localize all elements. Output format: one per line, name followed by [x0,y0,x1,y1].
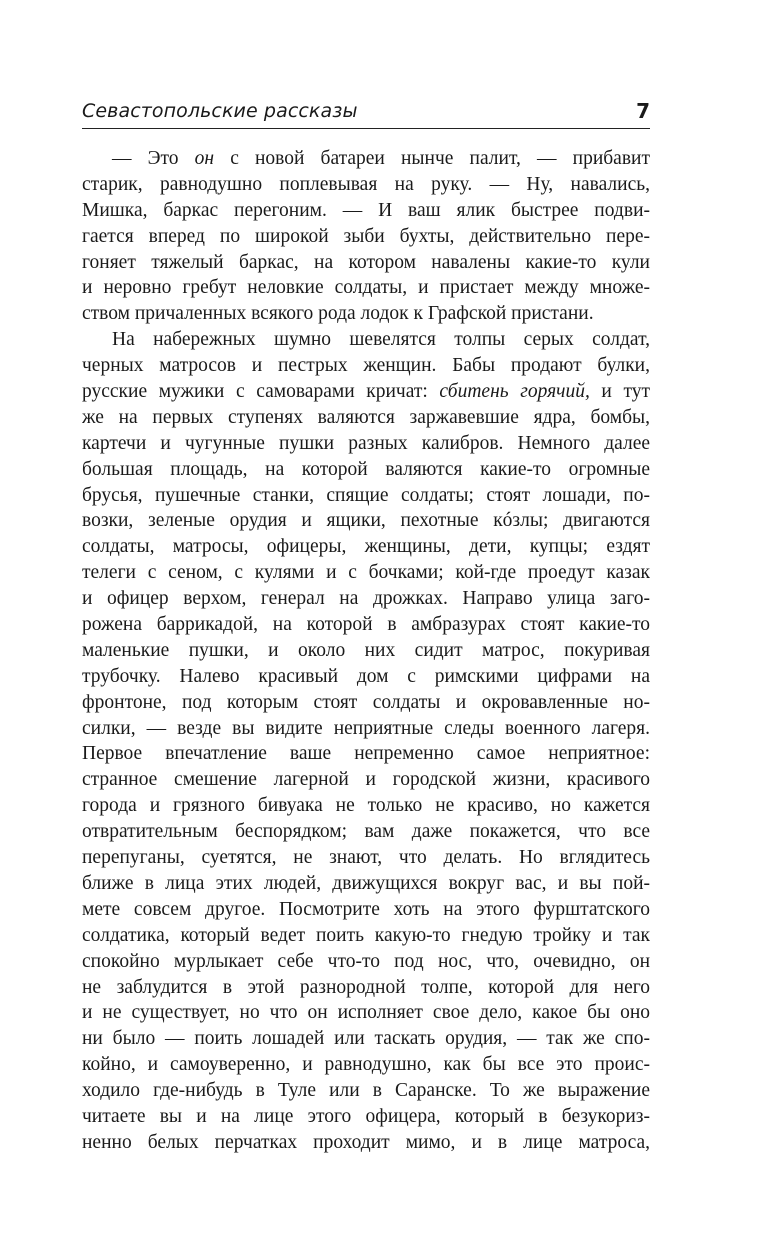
text-fragment: странное смешение лагерной и городской жизни, красивого [82,769,650,791]
text-fragment: рожена баррикадой, на которой в амбразурах стоят какие-то [82,614,650,636]
text-fragment: перепуганы, суетятся, не знают, что делать. Но вглядитесь [82,847,650,869]
text-fragment: гается вперед по широкой зыби бухты, действительно пере- [82,225,650,247]
text-fragment: — Это [112,148,195,169]
text-line [82,275,650,301]
text-fragment: ни было — поить лошадей или таскать орудия, — так же спо- [82,1028,650,1050]
text-fragment: На набережных шумно шевелятся толпы серых солдат, [112,329,650,351]
text-fragment: мете совсем другое. Посмотрите хоть на этого фурштатского [82,898,650,920]
text-line [82,586,650,612]
text-fragment: Первое впечатление ваше непременно самое неприятное: [82,743,650,765]
text-line [82,664,650,690]
text-fragment: маленькие пушки, и около них сидит матрос, покуривая [82,639,650,661]
text-line [82,923,650,949]
text-fragment: трубочку. Налево красивый дом с римскими цифрами на [82,665,650,687]
text-line [82,534,650,560]
text-fragment: койно, и самоуверенно, и равнодушно, как бы все это проис- [82,1054,650,1076]
text-line [82,327,650,353]
text-fragment: картечи и чугунные пушки разных калибров. Немного далее [82,432,650,454]
text-fragment: возки, зеленые орудия и ящики, пехотные кóзлы; двигаются [82,510,650,532]
text-line [82,819,650,845]
text-fragment: ближе в лица этих людей, движущихся вокруг вас, и вы пой- [82,872,650,894]
text-fragment: русские мужики с самоварами кричат: [82,381,440,403]
text-line [82,457,650,483]
text-fragment: спокойно мурлыкает себе что-то под нос, что, очевидно, он [82,950,650,972]
text-fragment: города и грязного бивуака не только не красиво, но кажется [82,795,650,817]
text-line [82,379,650,405]
text-fragment: и тут [589,381,650,403]
text-line [82,871,650,897]
text-line [82,1078,650,1104]
text-line [82,405,650,431]
text-fragment: не заблудится в этой разнородной толпе, которой для него [82,976,650,998]
text-line [82,741,650,767]
text-line [82,897,650,923]
text-fragment: же на первых ступенях валяются заржавевшие ядра, бомбы, [82,406,650,428]
text-line [82,1000,650,1026]
text-line [82,431,650,457]
text-fragment: ством причаленных всякого рода лодок к Графской пристани. [82,303,594,325]
text-fragment: и неровно гребут неловкие солдаты, и пристает между множе- [82,277,650,299]
text-line [82,793,650,819]
page-number: 7 [636,99,650,123]
text-fragment: большая площадь, на которой валяются какие-то огромные [82,458,650,480]
text-fragment: солдаты, матросы, офицеры, женщины, дети, купцы; ездят [82,536,650,558]
text-fragment: черных матросов и пестрых женщин. Бабы продают булки, [82,355,650,377]
text-fragment: ходило где-нибудь в Туле или в Саранске. То же выражение [82,1080,650,1102]
text-line [82,353,650,379]
body-text [82,146,650,1156]
text-line [82,638,650,664]
text-fragment: читаете вы и на лице этого офицера, который в безукориз- [82,1105,650,1127]
running-title: Севастопольские рассказы [82,100,358,122]
text-line [82,1130,650,1156]
text-fragment: Мишка, баркас перегоним. — И ваш ялик быстрее подви- [82,199,650,221]
text-fragment: силки, — везде вы видите неприятные следы военного лагеря. [82,717,650,739]
text-line [82,250,650,276]
text-fragment: ненно белых перчатках проходит мимо, и в лице матроса, [82,1131,650,1153]
text-fragment: брусья, пушечные станки, спящие солдаты; стоят лошади, по- [82,484,650,506]
text-fragment: и офицер верхом, генерал на дрожках. Направо улица заго- [82,588,650,610]
italic-phrase: он [194,148,215,169]
text-fragment: с новой батареи нынче палит, — прибавит [214,148,650,169]
text-line [82,560,650,586]
text-line [82,172,650,198]
text-fragment: и не существует, но что он исполняет свое дело, какое бы оно [82,1002,650,1024]
text-line [82,1052,650,1078]
text-line [82,483,650,509]
text-line [82,716,650,742]
text-line [82,612,650,638]
text-fragment: старик, равнодушно поплевывая на руку. — Ну, навались, [82,173,650,195]
text-fragment: фронтоне, под которым стоят солдаты и окровавленные но- [82,691,650,713]
text-fragment: гоняет тяжелый баркас, на котором навалены какие-то кули [82,251,650,273]
text-line [82,767,650,793]
text-line [82,845,650,871]
text-line [82,975,650,1001]
text-line [82,508,650,534]
italic-phrase: сбитень горячий, [439,381,590,403]
text-fragment: отвратительным беспорядком; вам даже покажется, что все [82,821,650,843]
text-fragment: солдатика, который ведет поить какую-то гнедую тройку и так [82,924,650,946]
text-line [82,198,650,224]
text-line [82,1026,650,1052]
page-header [82,98,650,129]
text-line [82,690,650,716]
text-line [82,949,650,975]
text-line [82,301,650,327]
text-line [82,146,650,172]
text-line [82,1104,650,1130]
text-line [82,224,650,250]
text-fragment: телеги с сеном, с кулями и с бочками; кой-где проедут казак [82,562,650,584]
